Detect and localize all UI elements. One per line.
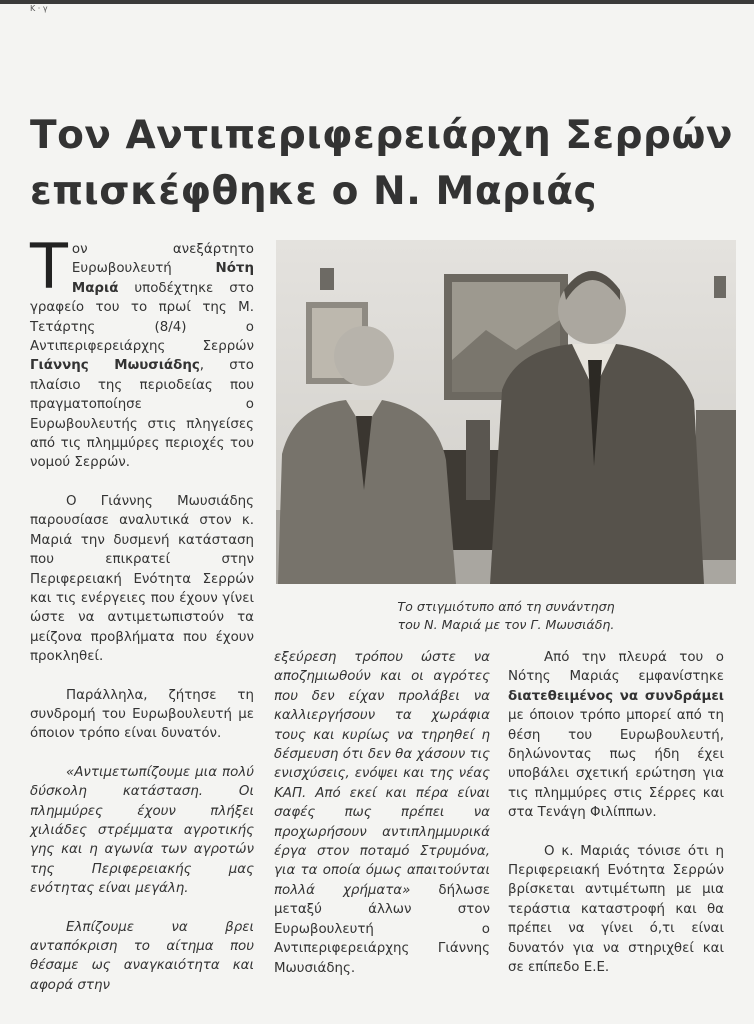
header-fragment: Κ · γ: [30, 4, 48, 13]
intro-text-a: ον ανεξάρτητο Ευρωβουλευτή: [71, 242, 254, 277]
intro-text-b: υποδέχτηκε στο γραφείο του το πρωί της Μ. Τετάρτης (8/4) ο Αντιπεριφερειάρχης Σερρών: [30, 280, 254, 355]
headline: [30, 108, 740, 220]
article-column-3: [508, 648, 724, 997]
meeting-photo: [276, 240, 736, 584]
photo-caption: [276, 598, 736, 634]
paragraph-closing: Ο κ. Μαριάς τόνισε ότι η Περιφερειακή Ενότητα Σερρών βρίσκεται αντιμέτωπη με μια τεράστια καταστροφή και θα πρέπει να γίνει ό,τι είναι δυνατόν για να στηριχθεί και σε επίπεδο Ε.Ε.: [508, 843, 724, 976]
caption-line-2: του Ν. Μαριά με τον Γ. Μωυσιάδη.: [397, 617, 615, 632]
meeting-photo-illustration: [276, 240, 736, 584]
intro-text-c: , στο πλαίσιο της περιοδείας που πραγματοποίησε ο Ευρωβουλευτής στις πληγείσες από τις πλημμύρες περιοχές του νομού Σερρών.: [30, 358, 254, 471]
name-deputy-governor: Γιάννης Μωυσιάδης: [30, 358, 200, 374]
name-mep: Νότη Μαριά: [71, 261, 254, 296]
paragraph-response: [508, 648, 724, 823]
paragraph-intro: [30, 230, 254, 473]
quote-attribution: δήλωσε μεταξύ άλλων στον Ευρωβουλευτή ο Αντιπεριφερειάρχης Γιάννης Μωυσιάδης.: [274, 882, 490, 976]
paragraph-request: Παράλληλα, ζήτησε τη συνδρομή του Ευρωβουλευτή με όποιον τρόπο είναι δυνατόν.: [30, 687, 254, 742]
response-emphasis: διατεθειμένος να συνδράμει: [508, 688, 724, 704]
headline-line-1: Τον Αντιπεριφερειάρχη Σερρών: [30, 113, 733, 158]
paragraph-quote-1: «Αντιμετωπίζουμε μια πολύ δύσκολη κατάσταση. Οι πλημμύρες έχουν πλήξει χιλιάδες στρέμματα αγροτικής γης και η αγωνία των αγροτών της Περιφερειακής μας ενότητας είναι μεγάλη.: [30, 764, 254, 897]
quote-continuation: εξεύρεση τρόπου ώστε να αποζημιωθούν και οι αγρότες που δεν είχαν προλάβει να καλλιεργήσουν τα χωράφια τους και κυρίως να τηρηθεί η δέσμευση ότι δεν θα χάσουν τις ενισχύσεις, ενόψει και της νέας ΚΑΠ. Από εκεί και πέρα είναι σαφές πως πρέπει να προχωρήσουν αντιπλημμυρικά έργα στον ποταμό Στρυμόνα, για τα οποία όμως απαιτούνται πολλά χρήματα»: [274, 650, 490, 898]
drop-cap: Τ: [30, 230, 68, 303]
response-text-b: με όποιον τρόπο μπορεί από τη θέση του Ευρωβουλευτή, δηλώνοντας πως ήδη έχει υποβάλει σχετική ερώτηση για τις πλημμύρες στις Σέρρες και στα Τενάγη Φιλίππων.: [508, 708, 724, 821]
caption-line-1: Το στιγμιότυπο από τη συνάντηση: [397, 599, 615, 614]
paragraph-quote-3: [274, 648, 490, 978]
response-text-a: Από την πλευρά του ο Νότης Μαριάς εμφανίστηκε: [508, 650, 724, 685]
paragraph-quote-2: Ελπίζουμε να βρει ανταπόκριση το αίτημα που θέσαμε ως αναγκαιότητα και αφορά στην: [30, 919, 254, 993]
article-column-1: [30, 230, 254, 1014]
headline-line-2: επισκέφθηκε ο Ν. Μαριάς: [30, 169, 598, 214]
paragraph-situation: Ο Γιάννης Μωυσιάδης παρουσίασε αναλυτικά στον κ. Μαριά την δυσμενή κατάσταση που επικρατεί στην Περιφερειακή Ενότητα Σερρών και τις ενέργειες που έχουν γίνει ώστε να αντιμετωπιστούν τα μείζονα προβλήματα που έχουν προκληθεί.: [30, 493, 254, 665]
top-rule: [0, 0, 754, 4]
article-column-2: [274, 648, 490, 997]
